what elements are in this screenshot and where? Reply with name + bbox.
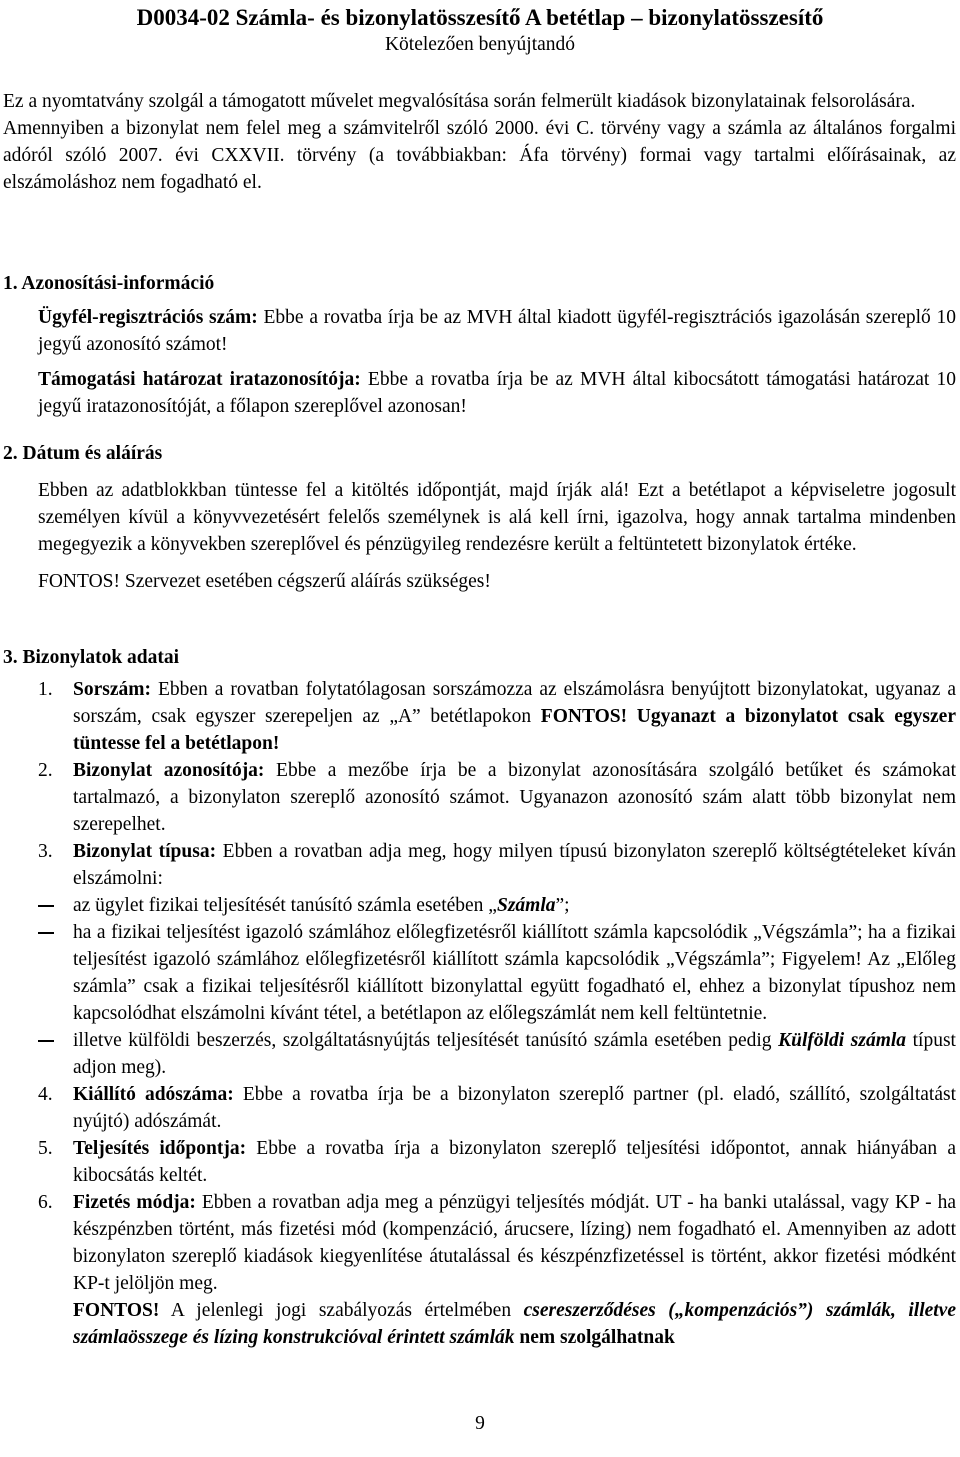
important-note <box>38 568 956 595</box>
field-description: Ebbe a mezőbe írja be a bizonylat azonosítására szolgáló betűket és számokat tartalmazó, a bizonylaton szereplő azonosító számot. Ugyanazon azonosító szám alatt több bizonylat nem szerepelhet. <box>73 760 956 835</box>
dash-bullet <box>38 905 54 907</box>
field-description: Ebben a rovatban folytatólagosan sorszámozza az elszámolásra benyújtott bizonylatokat, ugyanaz a sorszám, csak egyszer szerepeljen az „A” betétlapokon <box>73 679 956 727</box>
field-description: Ebbe a rovatba írja a bizonylaton szereplő teljesítési időpontot, annak hiányában a kibocsátás keltét. <box>73 1138 956 1186</box>
field-label: Bizonylat típusa: <box>73 841 217 862</box>
dash-text: ”; <box>555 895 570 916</box>
list-item <box>38 676 956 757</box>
field-label: Bizonylat azonosítója: <box>73 760 265 781</box>
page-number: 9 <box>475 1413 485 1434</box>
item-number: 3. <box>38 841 53 862</box>
section-1-body <box>38 304 956 420</box>
note-label: FONTOS! <box>38 571 120 592</box>
list-item <box>38 757 956 838</box>
dash-bullet <box>38 932 54 934</box>
dash-item <box>38 892 956 919</box>
page-subtitle: Kötelezően benyújtandó <box>384 34 576 55</box>
note-tail: nem szolgálhatnak <box>514 1327 675 1348</box>
intro-block <box>3 88 956 196</box>
dash-text: az ügylet fizikai teljesítését tanúsító számla esetében „ <box>73 895 497 916</box>
field-description: Ebben a rovatban adja meg a pénzügyi teljesítés módját. UT - ha banki utalással, vagy KP - ha készpénzben történt, más fizetési mód (kompenzáció, árucsere, lízing) nem fogadható el. Amennyiben az adott bizonylaton szereplő kiadások kiegyenlítése átutalással és készpénzfizetéssel is történt, akkor fizetési módként KP-t jelöljön meg. <box>73 1192 957 1294</box>
section-heading: 3. Bizonylatok adatai <box>3 647 180 668</box>
important-note <box>73 1297 956 1351</box>
field-description: Ebbe a rovatba írja be a bizonylaton szereplő partner (pl. eladó, szállító, szolgáltatást nyújtó) adószámát. <box>73 1084 956 1132</box>
item-number: 5. <box>38 1138 53 1159</box>
note-text: A jelenlegi jogi szabályozás értelmében <box>159 1300 524 1321</box>
list-item <box>38 1081 956 1135</box>
section-2-heading <box>3 440 956 467</box>
section-3-list <box>38 676 956 1351</box>
emphasis: csereszerződéses („kompenzációs”) számlák, illetve számlaösszege és lízing konstrukcióval érintett számlák <box>73 1300 956 1348</box>
item-number: 2. <box>38 760 53 781</box>
field-label: Teljesítés időpontja: <box>73 1138 247 1159</box>
emphasis: Számla <box>496 895 556 916</box>
field-description: Ebben a rovatban adja meg, hogy milyen típusú bizonylaton szereplő költségtételeket kíván elszámolni: <box>73 841 957 889</box>
note-label: FONTOS! <box>73 1300 160 1321</box>
dash-text: illetve külföldi beszerzés, szolgáltatásnyújtás teljesítését tanúsító számla esetében pedig <box>73 1030 779 1051</box>
section-3-heading <box>3 644 956 671</box>
dash-item <box>38 1027 956 1081</box>
section-heading: 2. Dátum és aláírás <box>3 443 163 464</box>
date-signature-paragraph: Ebben az adatblokkban tüntesse fel a kitöltés időpontját, majd írják alá! Ezt a betétlapot a képviseletre jogosult személyen kívül a könyvvezetésért felelős személynek is alá kell írni, igazolva, hogy annak tartalma mindenben megegyezik a könyvekben szereplővel és pénzügyileg rendezésre került a feltüntetett bizonylatok értéke. <box>38 480 956 555</box>
dash-text: ha a fizikai teljesítést igazoló számlához előlegfizetésről kiállított számla kapcsolódik „Végszámla”; ha a fizikai teljesítést igazoló számlához előlegfizetésről kiállított számla kapcsolódik „Végszámla”; Figyelem! Az „Előleg számla” csak a fizikai teljesítésről kiállított bizonylattal együtt fogadható el, ehhez a bizonylat típushoz nem kapcsolódhat elszámolni kívánt tétel, a betétlapon az előlegszámlát nem kell feltüntetnie. <box>73 922 956 1024</box>
field-description: Ebbe a rovatba írja be az MVH által kiadott ügyfél-regisztrációs igazolásán szereplő 10 jegyű azonosító számot! <box>38 307 956 355</box>
item-number: 4. <box>38 1084 53 1105</box>
dash-bullet <box>38 1040 54 1042</box>
note-text: Szervezet esetében cégszerű aláírás szükséges! <box>120 571 491 592</box>
intro-paragraph-2: Amennyiben a bizonylat nem felel meg a számvitelről szóló 2000. évi C. törvény vagy a számla az általános forgalmi adóról szóló 2007. évi CXXVII. törvény (a továbbiakban: Áfa törvény) formai vagy tartalmi előírásainak, az elszámoláshoz nem fogadható el. <box>3 118 956 193</box>
important-note: FONTOS! Ugyanazt a bizonylatot csak egyszer tüntesse fel a betétlapon! <box>73 706 956 754</box>
list-item <box>38 1189 956 1351</box>
field-label: Támogatási határozat iratazonosítója: <box>38 369 361 390</box>
page-title: D0034-02 Számla- és bizonylatösszesítő A betétlap – bizonylatösszesítő <box>136 5 824 30</box>
list-item <box>38 838 956 1081</box>
decision-id-paragraph <box>38 366 956 420</box>
emphasis: Külföldi számla <box>778 1030 907 1051</box>
field-label: Sorszám: <box>73 679 151 700</box>
dash-text: típust adjon meg). <box>73 1030 956 1078</box>
field-description: Ebbe a rovatba írja be az MVH által kibocsátott támogatási határozat 10 jegyű iratazonosítóját, a főlapon szereplővel azonosan! <box>38 369 957 417</box>
field-label: Kiállító adószáma: <box>73 1084 234 1105</box>
section-2-body <box>38 477 956 595</box>
item-number: 1. <box>38 679 53 700</box>
dash-item <box>38 919 956 1027</box>
section-heading: 1. Azonosítási-információ <box>3 273 215 294</box>
item-number: 6. <box>38 1192 53 1213</box>
list-item <box>38 1135 956 1189</box>
field-label: Fizetés módja: <box>73 1192 196 1213</box>
registration-number-paragraph <box>38 304 956 358</box>
intro-paragraph-1: Ez a nyomtatvány szolgál a támogatott művelet megvalósítása során felmerült kiadások bizonylatainak felsorolására. <box>3 91 916 112</box>
field-label: Ügyfél-regisztrációs szám: <box>38 307 258 328</box>
section-1-heading <box>3 270 956 297</box>
